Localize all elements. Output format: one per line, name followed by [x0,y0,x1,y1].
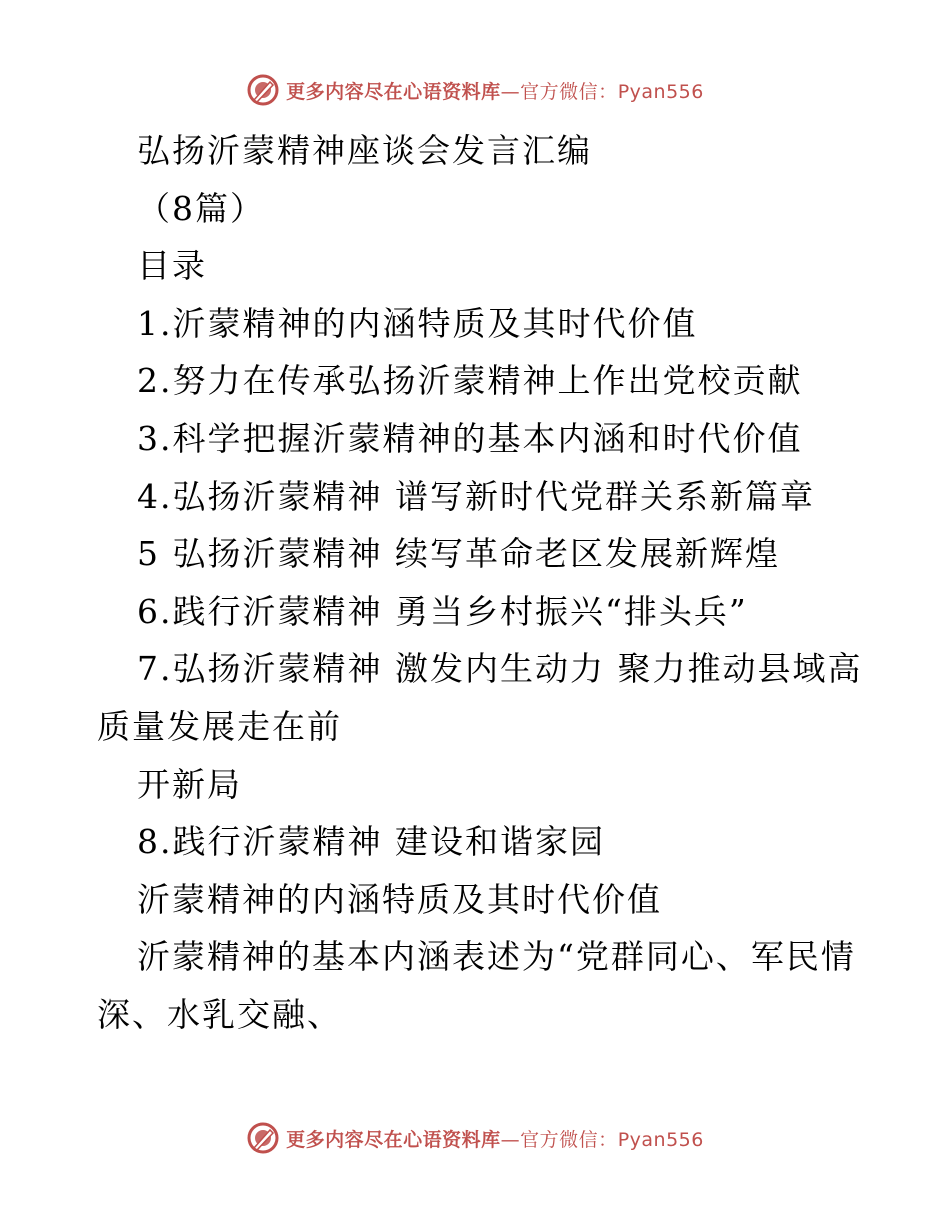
footer-banner-text: 更多内容尽在心语资料库—官方微信：Pyan556 [286,1128,704,1151]
toc-item-continuation: 质量发展走在前 [97,706,342,746]
doc-subtitle: （8篇） [137,188,265,228]
toc-item: 3.科学把握沂蒙精神的基本内涵和时代价值 [137,418,803,458]
footer-banner [0,1118,950,1158]
toc-item-continuation: 开新局 [137,764,242,804]
pen-logo-icon [246,73,280,107]
document-body [97,122,863,1044]
toc-heading: 目录 [137,246,207,286]
pen-logo-icon [246,1121,280,1155]
body-paragraph: 沂蒙精神的基本内涵表述为“党群同心、军民情 [137,937,856,977]
toc-item: 7.弘扬沂蒙精神 激发内生动力 聚力推动县域高 [137,649,863,689]
doc-title: 弘扬沂蒙精神座谈会发言汇编 [137,131,592,170]
toc-item: 6.践行沂蒙精神 勇当乡村振兴“排头兵” [137,591,748,631]
body-paragraph-continuation: 深、水乳交融、 [97,994,342,1034]
toc-item: 2.努力在传承弘扬沂蒙精神上作出党校贡献 [137,361,803,401]
toc-item: 5 弘扬沂蒙精神 续写革命老区发展新辉煌 [137,534,780,574]
toc-item: 4.弘扬沂蒙精神 谱写新时代党群关系新篇章 [137,476,815,516]
toc-item: 1.沂蒙精神的内涵特质及其时代价值 [137,303,698,343]
header-banner-text: 更多内容尽在心语资料库—官方微信：Pyan556 [286,80,704,103]
toc-item: 8.践行沂蒙精神 建设和谐家园 [137,822,605,862]
header-banner [0,70,950,110]
section-heading: 沂蒙精神的内涵特质及其时代价值 [137,879,662,919]
